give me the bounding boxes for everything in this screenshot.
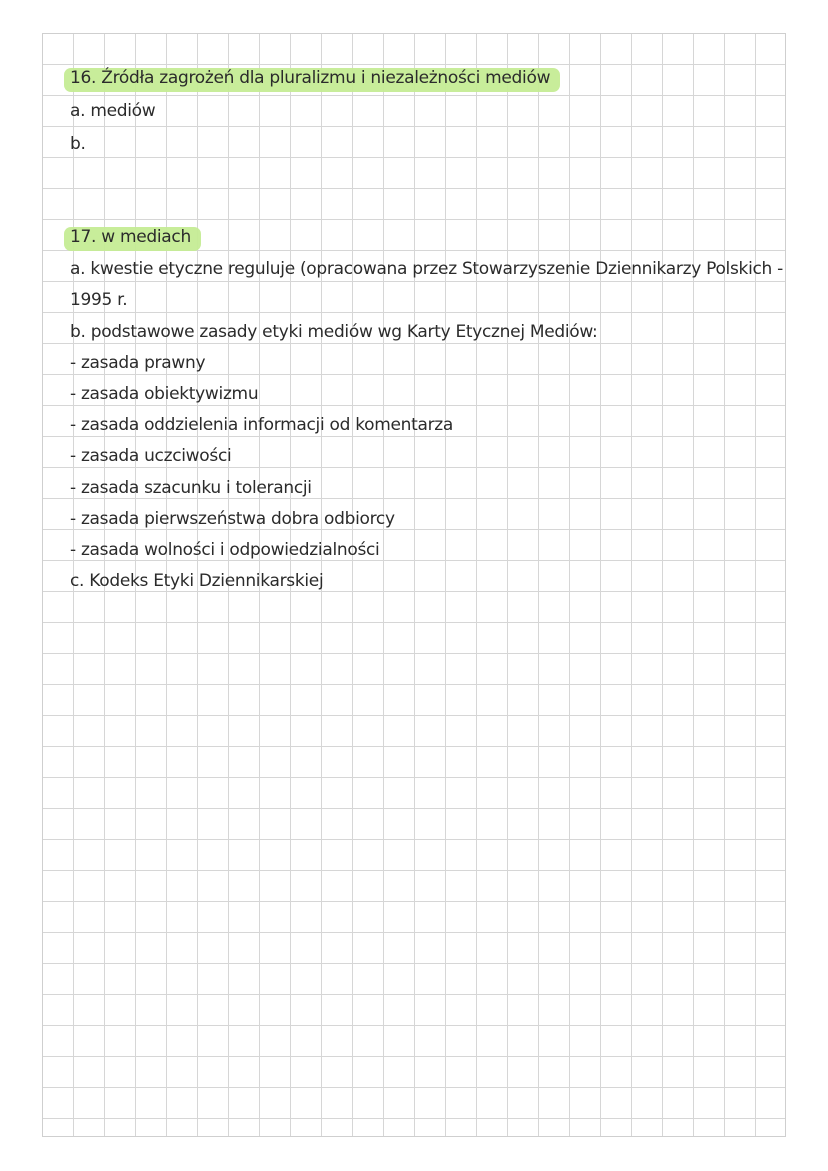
section-17-item-b: b. podstawowe zasady etyki mediów wg Karty Etycznej Mediów: (70, 322, 598, 342)
section-17-item-a-line1: a. kwestie etyczne reguluje (opracowana przez Stowarzyszenie Dziennikarzy Polskich - (70, 259, 783, 279)
section-16-heading (70, 67, 550, 89)
principle-item: - zasada oddzielenia informacji od komentarza (70, 415, 454, 435)
heading-highlight: 17. w mediach (70, 227, 191, 247)
principle-item: - zasada obiektywizmu (70, 384, 259, 404)
section-17-item-c: c. Kodeks Etyki Dziennikarskiej (70, 571, 324, 591)
principle-item: - zasada wolności i odpowiedzialności (70, 540, 380, 560)
principle-item: - zasada szacunku i tolerancji (70, 478, 312, 498)
section-17-heading (70, 226, 191, 248)
heading-highlight: 16. Źródła zagrożeń dla pluralizmu i niezależności mediów (70, 68, 551, 88)
section-16-item-b: b. (70, 134, 86, 154)
section-16-item-a: a. mediów (70, 101, 156, 121)
principle-item: - zasada uczciwości (70, 446, 232, 466)
principle-item: - zasada pierwszeństwa dobra odbiorcy (70, 509, 395, 529)
section-17-item-a-line2: 1995 r. (70, 290, 128, 310)
principle-item: - zasada prawny (70, 353, 206, 373)
